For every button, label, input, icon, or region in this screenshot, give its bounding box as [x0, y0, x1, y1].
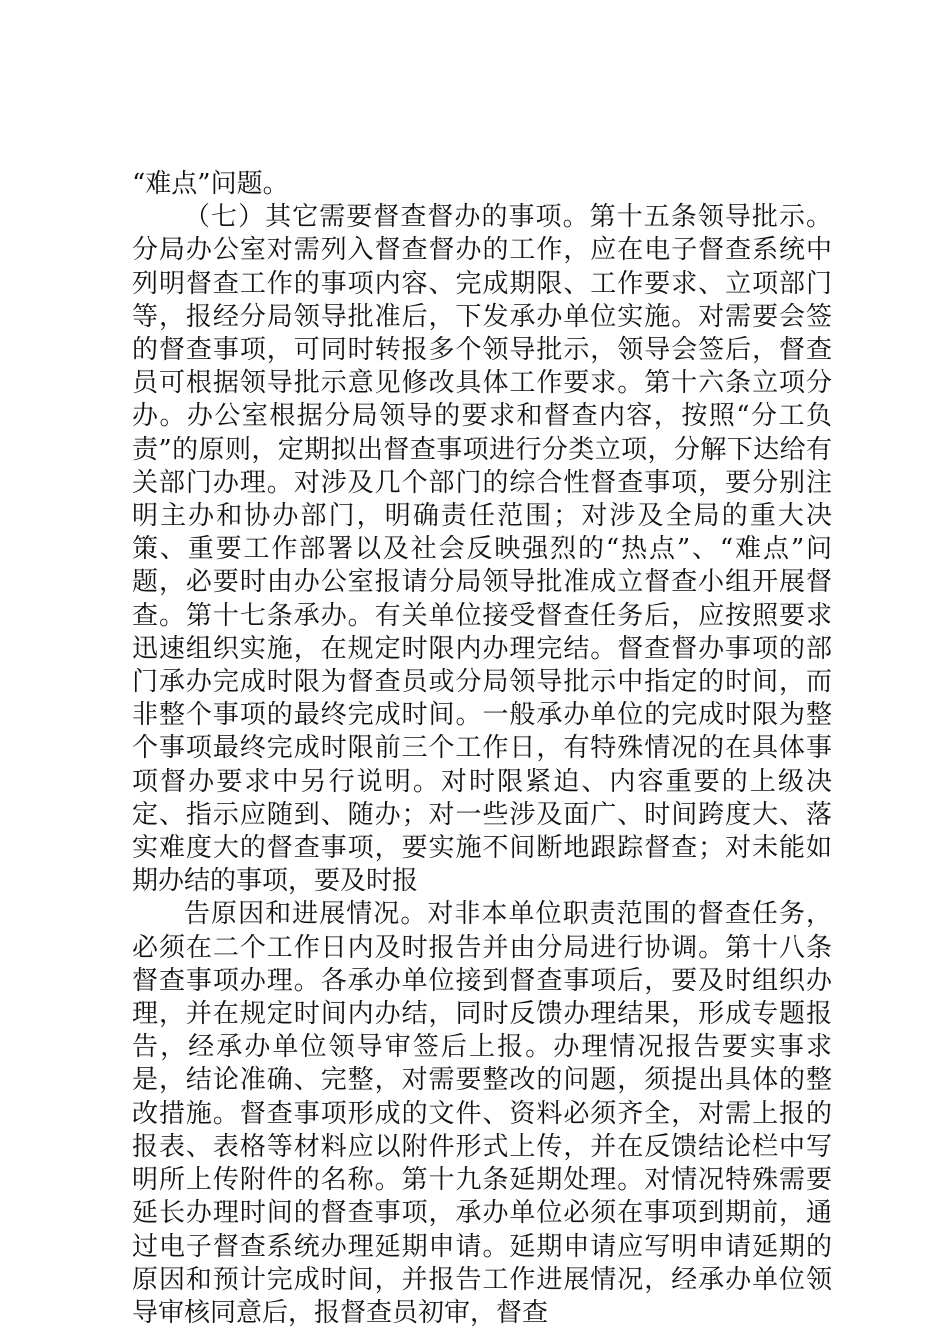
document-body [132, 168, 832, 1330]
paragraph-item-seven: （七）其它需要督查督办的事项。第十五条领导批示。分局办公室对需列入督查督办的工作，应在电子督查系统中列明督查工作的事项内容、完成期限、工作要求、立项部门等，报经分局领导批准后，下发承办单位实施。对需要会签的督查事项，可同时转报多个领导批示，领导会签后，督查员可根据领导批示意见修改具体工作要求。第十六条立项分办。办公室根据分局领导的要求和督查内容，按照“分工负责”的原则，定期拟出督查事项进行分类立项，分解下达给有关部门办理。对涉及几个部门的综合性督查事项，要分别注明主办和协办部门，明确责任范围；对涉及全局的重大决策、重要工作部署以及社会反映强烈的“热点”、“难点”问题，必要时由办公室报请分局领导批准成立督查小组开展督查。第十七条承办。有关单位接受督查任务后，应按照要求迅速组织实施，在规定时限内办理完结。督查督办事项的部门承办完成时限为督查员或分局领导批示中指定的时间，而非整个事项的最终完成时间。一般承办单位的完成时限为整个事项最终完成时限前三个工作日，有特殊情况的在具体事项督办要求中另行说明。对时限紧迫、内容重要的上级决定、指示应随到、随办；对一些涉及面广、时间跨度大、落实难度大的督查事项，要实施不间断地跟踪督查；对未能如期办结的事项，要及时报 [132, 202, 832, 897]
paragraph-report-reasons: 告原因和进展情况。对非本单位职责范围的督查任务，必须在二个工作日内及时报告并由分局进行协调。第十八条督查事项办理。各承办单位接到督查事项后，要及时组织办理，并在规定时间内办结，同时反馈办理结果，形成专题报告，经承办单位领导审签后上报。办理情况报告要实事求是，结论准确、完整，对需要整改的问题，须提出具体的整改措施。督查事项形成的文件、资料必须齐全，对需上报的报表、表格等材料应以附件形式上传，并在反馈结论栏中写明所上传附件的名称。第十九条延期处理。对情况特殊需要延长办理时间的督查事项，承办单位必须在事项到期前，通过电子督查系统办理延期申请。延期申请应写明申请延期的原因和预计完成时间，并报告工作进展情况，经承办单位领导审核同意后，报督查员初审，督查 [132, 899, 832, 1328]
paragraph-continuation: “难点”问题。 [132, 169, 289, 199]
